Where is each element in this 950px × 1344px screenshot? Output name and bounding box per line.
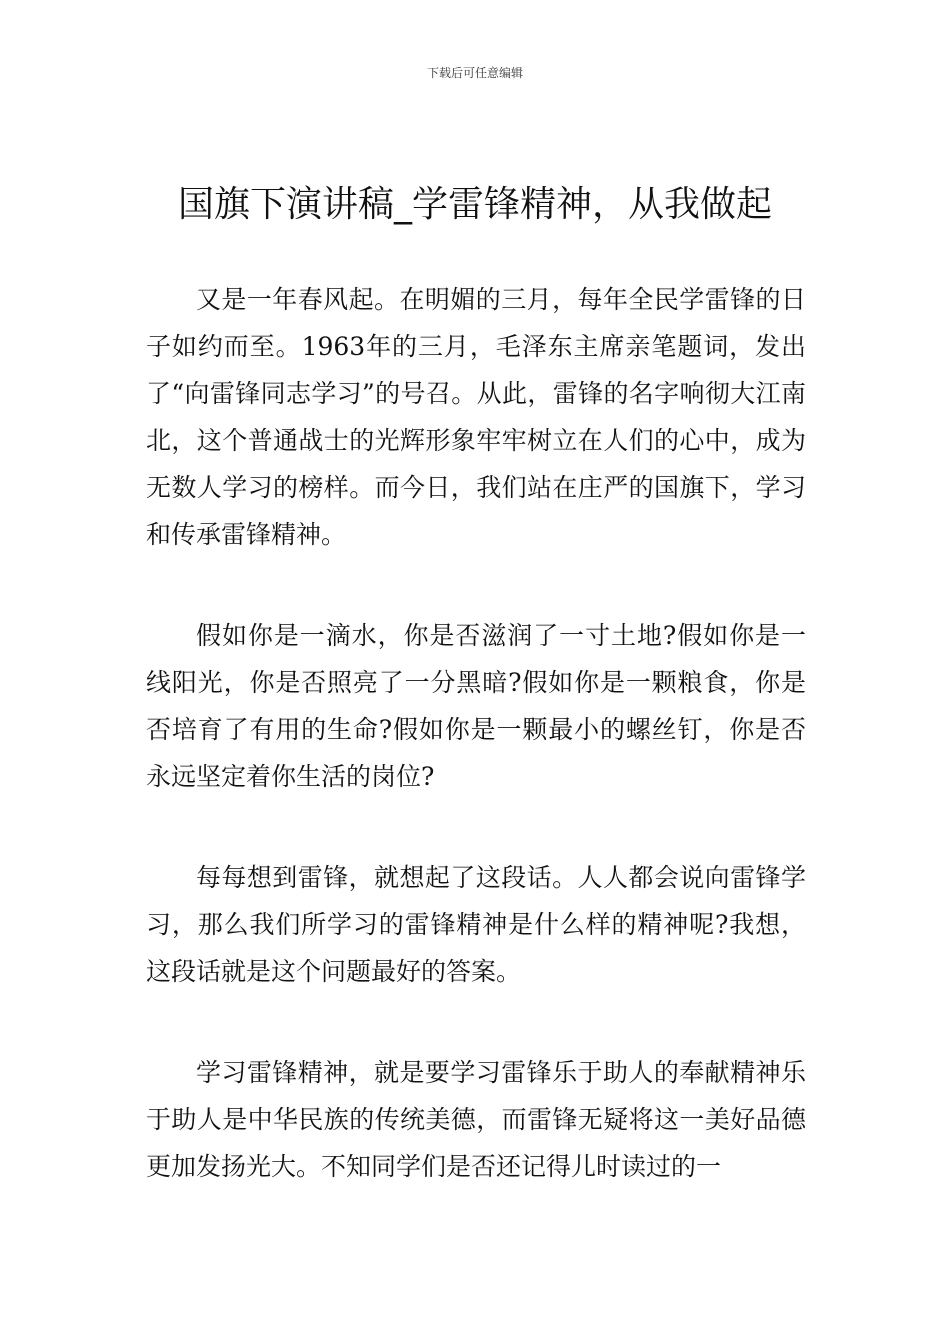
header-note: 下载后可任意编辑 [426,66,523,80]
document-title: 国旗下演讲稿_学雷锋精神，从我做起 [177,184,772,225]
document-body [146,276,806,1190]
paragraph-3: 每每想到雷锋，就想起了这段话。人人都会说向雷锋学习，那么我们所学习的雷锋精神是什么样的精神呢?我想，这段话就是这个问题最好的答案。 [146,863,806,986]
paragraph-1: 又是一年春风起。在明媚的三月，每年全民学雷锋的日子如约而至。1963年的三月，毛泽东主席亲笔题词，发出了“向雷锋同志学习”的号召。从此，雷锋的名字响彻大江南北，这个普通战士的光辉形象牢牢树立在人们的心中，成为无数人学习的榜样。而今日，我们站在庄严的国旗下，学习和传承雷锋精神。 [146,285,806,549]
paragraph-2: 假如你是一滴水，你是否滋润了一寸土地?假如你是一线阳光，你是否照亮了一分黑暗?假如你是一颗粮食，你是否培育了有用的生命?假如你是一颗最小的螺丝钉，你是否永远坚定着你生活的岗位? [146,621,806,791]
paragraph-4: 学习雷锋精神，就是要学习雷锋乐于助人的奉献精神乐于助人是中华民族的传统美德，而雷锋无疑将这一美好品德更加发扬光大。不知同学们是否还记得儿时读过的一 [146,1058,806,1181]
